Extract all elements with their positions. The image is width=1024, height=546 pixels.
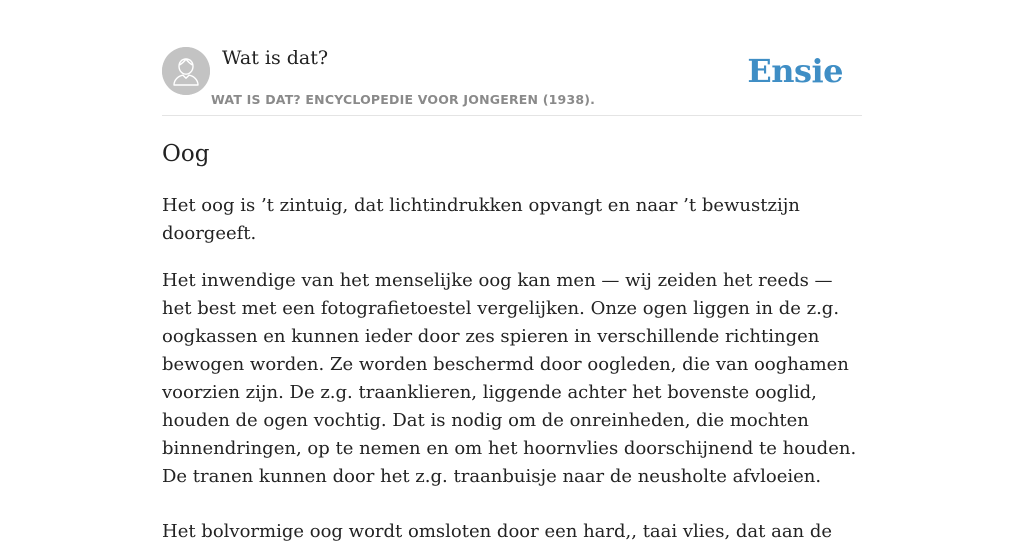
article-paragraph: Het oog is ’t zintuig, dat lichtindrukken opvangt en naar ’t bewustzijn doorgeeft. — [162, 195, 800, 244]
ensie-logo[interactable]: Ensie — [747, 52, 843, 90]
source-title-link[interactable]: Wat is dat? — [222, 47, 329, 69]
article-title: Oog — [162, 141, 210, 167]
article-paragraph: Het inwendige van het menselijke oog kan men — wij zeiden het reeds — het best met een fotografietoestel vergelijken. Onze ogen liggen in de z.g. oogkassen en kunnen ieder door zes spieren in verschillende richtingen bewogen worden. Ze worden beschermd door oogleden, die van ooghamen voorzien zijn. De z.g. traanklieren, liggende achter het bovenste ooglid, houden de ogen vochtig. Dat is nodig om de onreinheden, die mochten binnendringen, op te nemen en om het hoornvlies doorschijnend te houden. De tranen kunnen door het z.g. traanbuisje naar de neusholte afvloeien. — [162, 270, 857, 487]
user-silhouette-icon-graphic — [162, 47, 210, 95]
source-subtitle: WAT IS DAT? ENCYCLOPEDIE VOOR JONGEREN (1938). — [211, 92, 596, 107]
source-header — [162, 46, 862, 116]
article-body — [162, 136, 864, 546]
article-paragraph: Het bolvormige oog wordt omsloten door een hard,, taai vlies, dat aan de — [162, 521, 833, 542]
user-silhouette-icon[interactable] — [162, 47, 210, 95]
